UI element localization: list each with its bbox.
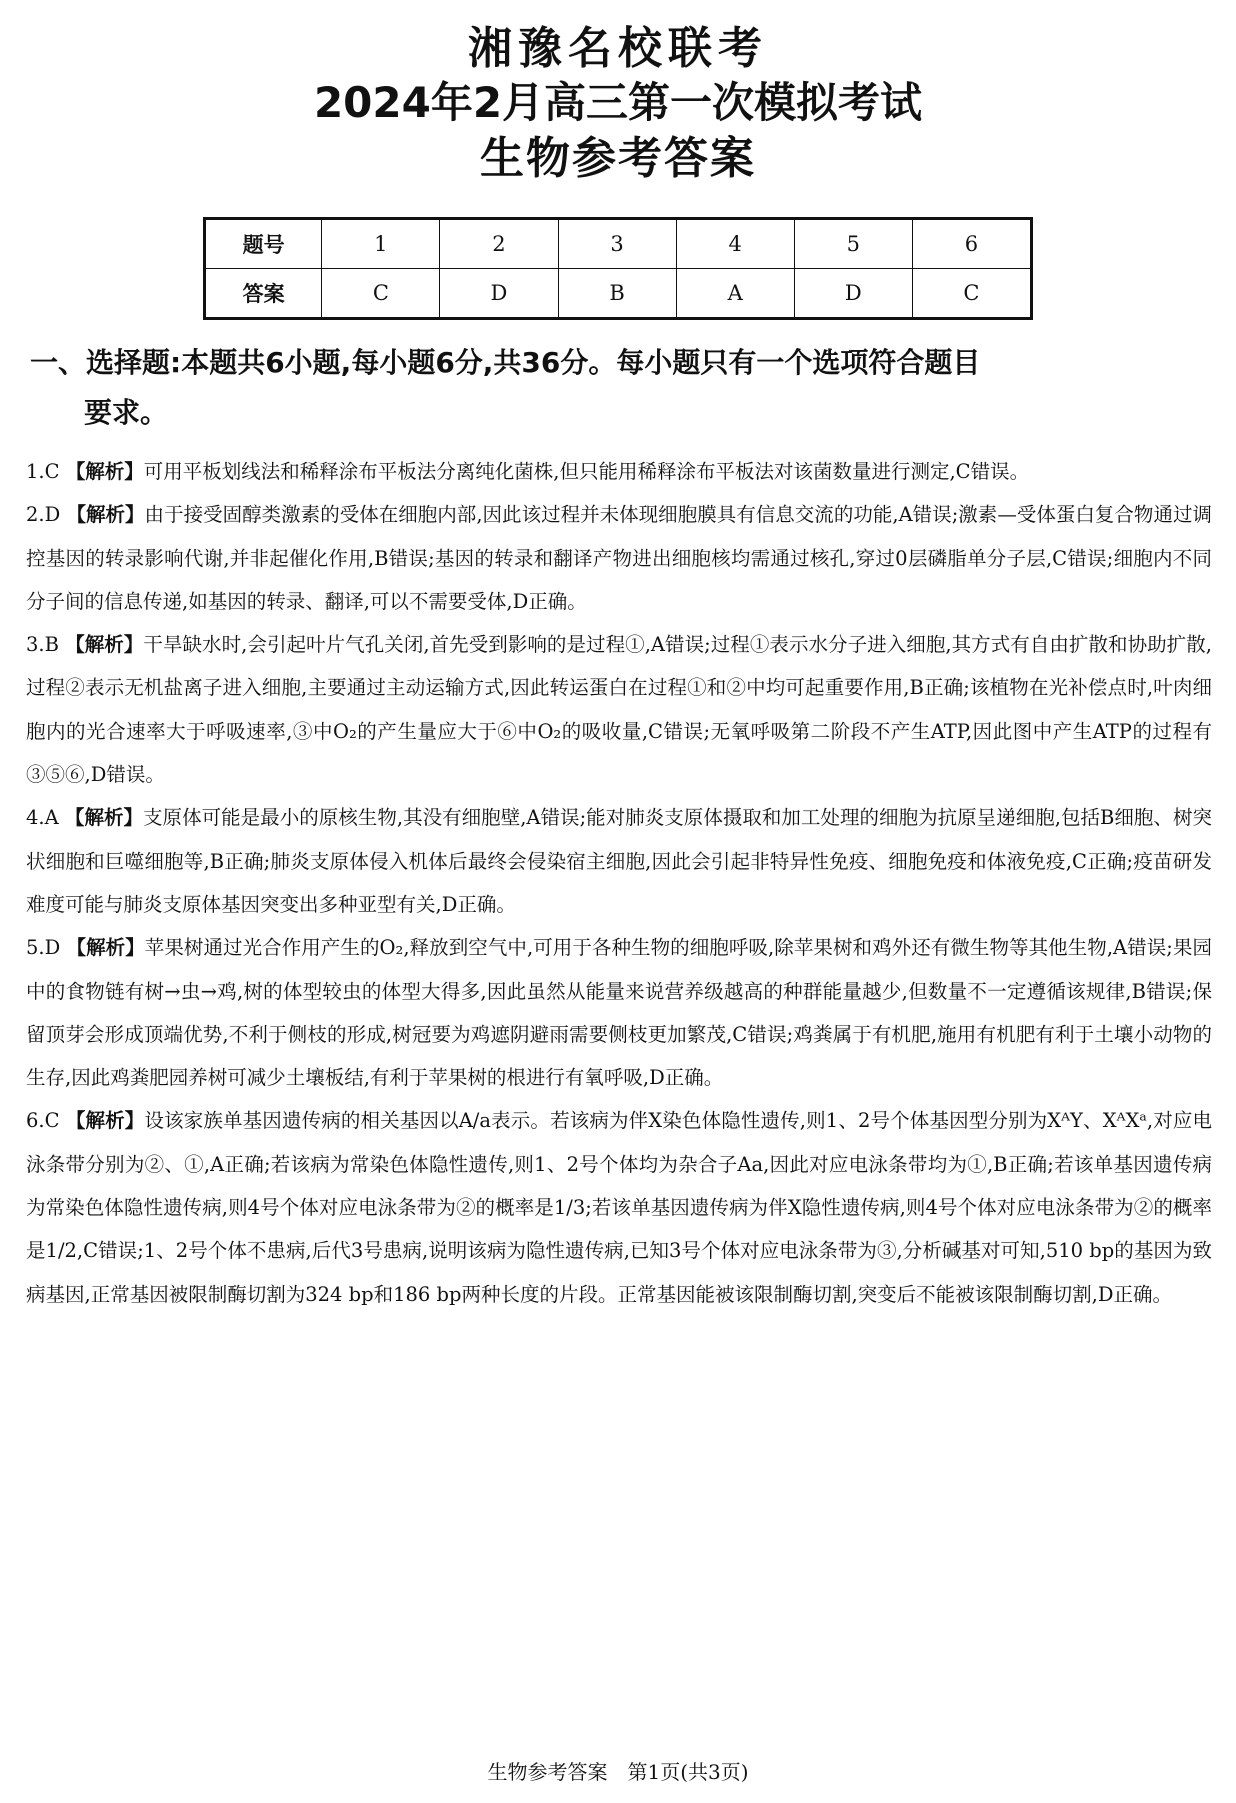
item-text: 干旱缺水时,会引起叶片气孔关闭,首先受到影响的是过程①,A错误;过程①表示水分子进入细胞,其方式有自由扩散和协助扩散,过程②表示无机盐离子进入细胞,主要通过主动运输方式,因此转运蛋白在过程①和②中均可起重要作用,B正确;该植物在光补偿点时,叶肉细胞内的光合速率大于呼吸速率,③中O₂的产生量应大于⑥中O₂的吸收量,C错误;无氧呼吸第二阶段不产生ATP,因此图中产生ATP的过程有③⑤⑥,D错误。 — [26, 633, 1212, 787]
item-tag: 【解析】 — [64, 806, 144, 830]
page-footer: 生物参考答案 第1页(共3页) — [487, 1760, 749, 1784]
item-number: 6.C — [26, 1109, 60, 1133]
question-number: 6 — [912, 219, 1031, 269]
item-tag: 【解析】 — [65, 633, 144, 657]
answer-cell: D — [794, 269, 912, 319]
row-label-answer: 答案 — [205, 269, 322, 319]
exam-org-title: 湘豫名校联考 — [468, 23, 768, 74]
item-tag: 【解析】 — [66, 936, 145, 960]
item-number: 3.B — [26, 633, 59, 657]
answer-cell: C — [912, 269, 1031, 319]
explanation-item — [26, 493, 1212, 623]
explanation-item — [26, 1099, 1212, 1315]
item-tag: 【解析】 — [65, 460, 144, 483]
answer-cell: C — [322, 269, 440, 319]
question-number: 3 — [558, 219, 676, 269]
title-block — [0, 22, 1236, 188]
item-text: 苹果树通过光合作用产生的O₂,释放到空气中,可用于各种生物的细胞呼吸,除苹果树和鸡外还有微生物等其他生物,A错误;果园中的食物链有树→虫→鸡,树的体型较虫的体型大得多,因此虽然从能量来说营养级越高的种群能量越少,但数量不一定遵循该规律,B错误;保留顶芽会形成顶端优势,不利于侧枝的形成,树冠要为鸡遮阴避雨需要侧枝更加繁茂,C错误;鸡粪属于有机肥,施用有机肥有利于土壤小动物的生存,因此鸡粪肥园养树可减少土壤板结,有利于苹果树的根进行有氧呼吸,D正确。 — [26, 936, 1212, 1090]
question-number: 5 — [794, 219, 912, 269]
table-row — [205, 269, 1032, 319]
section-heading — [30, 338, 1210, 438]
item-tag: 【解析】 — [66, 503, 145, 527]
explanation-item — [26, 926, 1212, 1099]
exam-title: 2024年2月高三第一次模拟考试 — [313, 78, 923, 127]
question-number: 2 — [440, 219, 558, 269]
answer-table — [203, 217, 1033, 320]
question-number: 4 — [676, 219, 794, 269]
explanation-item — [26, 450, 1212, 493]
item-number: 1.C — [26, 460, 60, 483]
item-number: 5.D — [26, 936, 61, 960]
item-tag: 【解析】 — [65, 1109, 145, 1133]
item-text: 由于接受固醇类激素的受体在细胞内部,因此该过程并未体现细胞膜具有信息交流的功能,A错误;激素—受体蛋白复合物通过调控基因的转录影响代谢,并非起催化作用,B错误;基因的转录和翻译产物进出细胞核均需通过核孔,穿过0层磷脂单分子层,C错误;细胞内不同分子间的信息传递,如基因的转录、翻译,可以不需要受体,D正确。 — [26, 503, 1212, 613]
item-text: 设该家族单基因遗传病的相关基因以A/a表示。若该病为伴X染色体隐性遗传,则1、2号个体基因型分别为XᴬY、XᴬXᵃ,对应电泳条带分别为②、①,A正确;若该病为常染色体隐性遗传,则1、2号个体均为杂合子Aa,因此对应电泳条带均为①,B正确;若该单基因遗传病为常染色体隐性遗传病,则4号个体对应电泳条带为②的概率是1/3;若该单基因遗传病为伴X隐性遗传病,则4号个体对应电泳条带为②的概率是1/2,C错误;1、2号个体不患病,后代3号患病,说明该病为隐性遗传病,已知3号个体对应电泳条带为③,分析碱基对可知,510 bp的基因为致病基因,正常基因被限制酶切割为324 bp和186 bp两种长度的片段。正常基因能被该限制酶切割,突变后不能被该限制酶切割,D正确。 — [26, 1109, 1212, 1306]
answer-cell: A — [676, 269, 794, 319]
explanation-item — [26, 623, 1212, 796]
item-number: 4.A — [26, 806, 59, 830]
question-number: 1 — [322, 219, 440, 269]
document-title: 生物参考答案 — [480, 133, 756, 184]
row-label-question: 题号 — [205, 219, 322, 269]
table-row — [205, 219, 1032, 269]
item-number: 2.D — [26, 503, 61, 527]
section-heading-line: 要求。 — [84, 396, 169, 429]
item-text: 支原体可能是最小的原核生物,其没有细胞壁,A错误;能对肺炎支原体摄取和加工处理的细胞为抗原呈递细胞,包括B细胞、树突状细胞和巨噬细胞等,B正确;肺炎支原体侵入机体后最终会侵染宿主细胞,因此会引起非特异性免疫、细胞免疫和体液免疫,C正确;疫苗研发难度可能与肺炎支原体基因突变出多种亚型有关,D正确。 — [26, 806, 1212, 916]
answer-cell: D — [440, 269, 558, 319]
answer-cell: B — [558, 269, 676, 319]
explanation-list — [26, 450, 1212, 1316]
section-heading-line: 一、选择题:本题共6小题,每小题6分,共36分。每小题只有一个选项符合题目 — [30, 346, 981, 379]
item-text: 可用平板划线法和稀释涂布平板法分离纯化菌株,但只能用稀释涂布平板法对该菌数量进行测定,C错误。 — [143, 460, 1030, 483]
explanation-item — [26, 796, 1212, 926]
